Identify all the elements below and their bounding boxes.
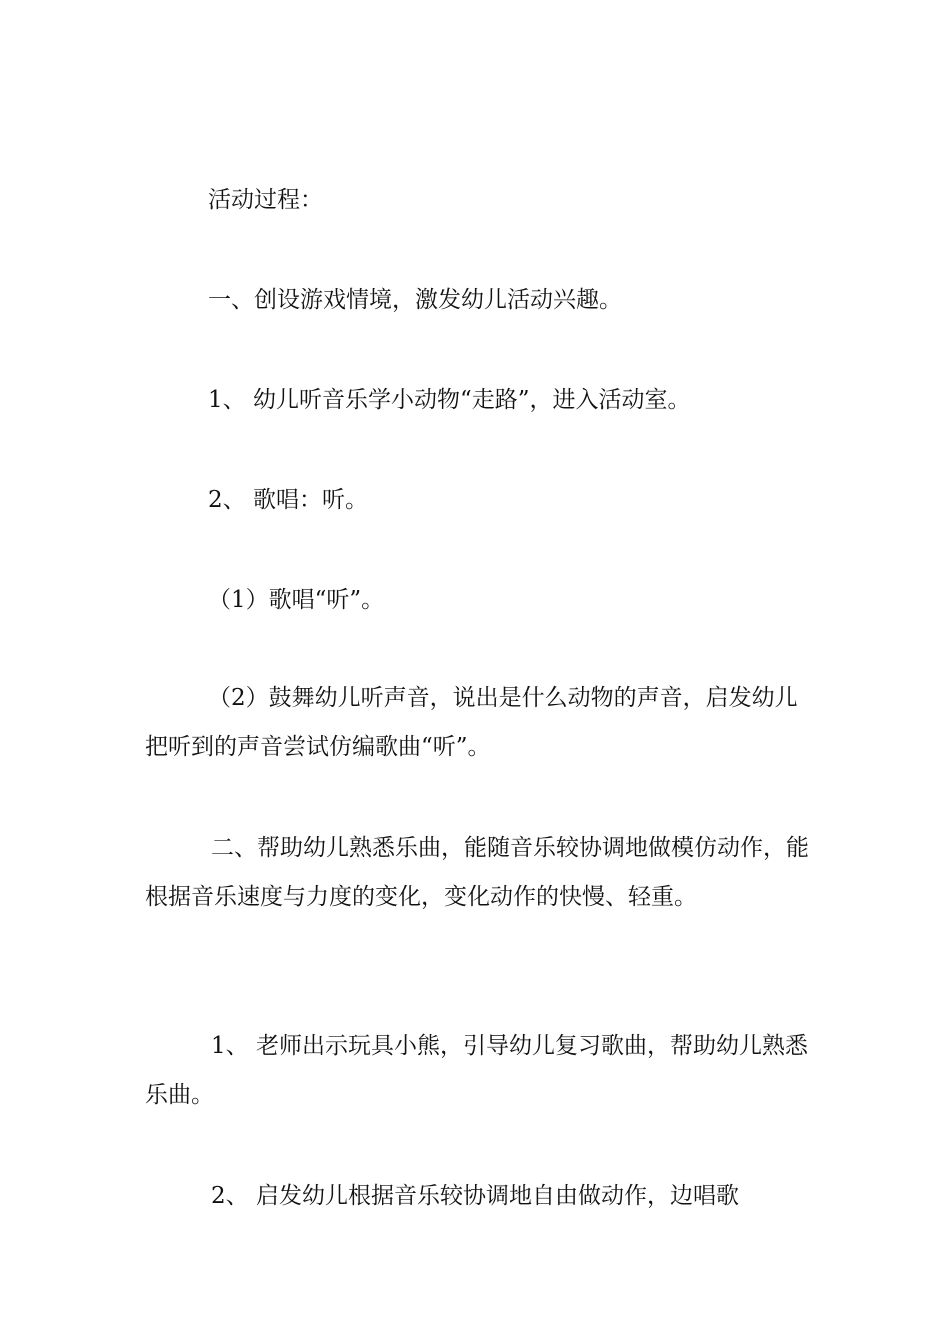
section-two-item-1: 1、 老师出示玩具小熊，引导幼儿复习歌曲，帮助幼儿熟悉乐曲。 (145, 1033, 808, 1108)
section-two-item-2: 2、 启发幼儿根据音乐较协调地自由做动作，边唱歌 (211, 1183, 739, 1209)
sub-item-1: （1）歌唱“听”。 (208, 587, 385, 613)
section-one-title: 一、创设游戏情境，激发幼儿活动兴趣。 (208, 287, 622, 313)
sub-item-2: （2）鼓舞幼儿听声音，说出是什么动物的声音，启发幼儿把听到的声音尝试仿编歌曲“听”。 (145, 685, 798, 760)
list-item-2: 2、 歌唱：听。 (208, 487, 368, 513)
heading-activity-process: 活动过程： (208, 187, 323, 213)
list-item-1: 1、 幼儿听音乐学小动物“走路”，进入活动室。 (208, 387, 691, 413)
section-two-title: 二、帮助幼儿熟悉乐曲，能随音乐较协调地做模仿动作，能根据音乐速度与力度的变化，变化动作的快慢、轻重。 (145, 835, 809, 910)
